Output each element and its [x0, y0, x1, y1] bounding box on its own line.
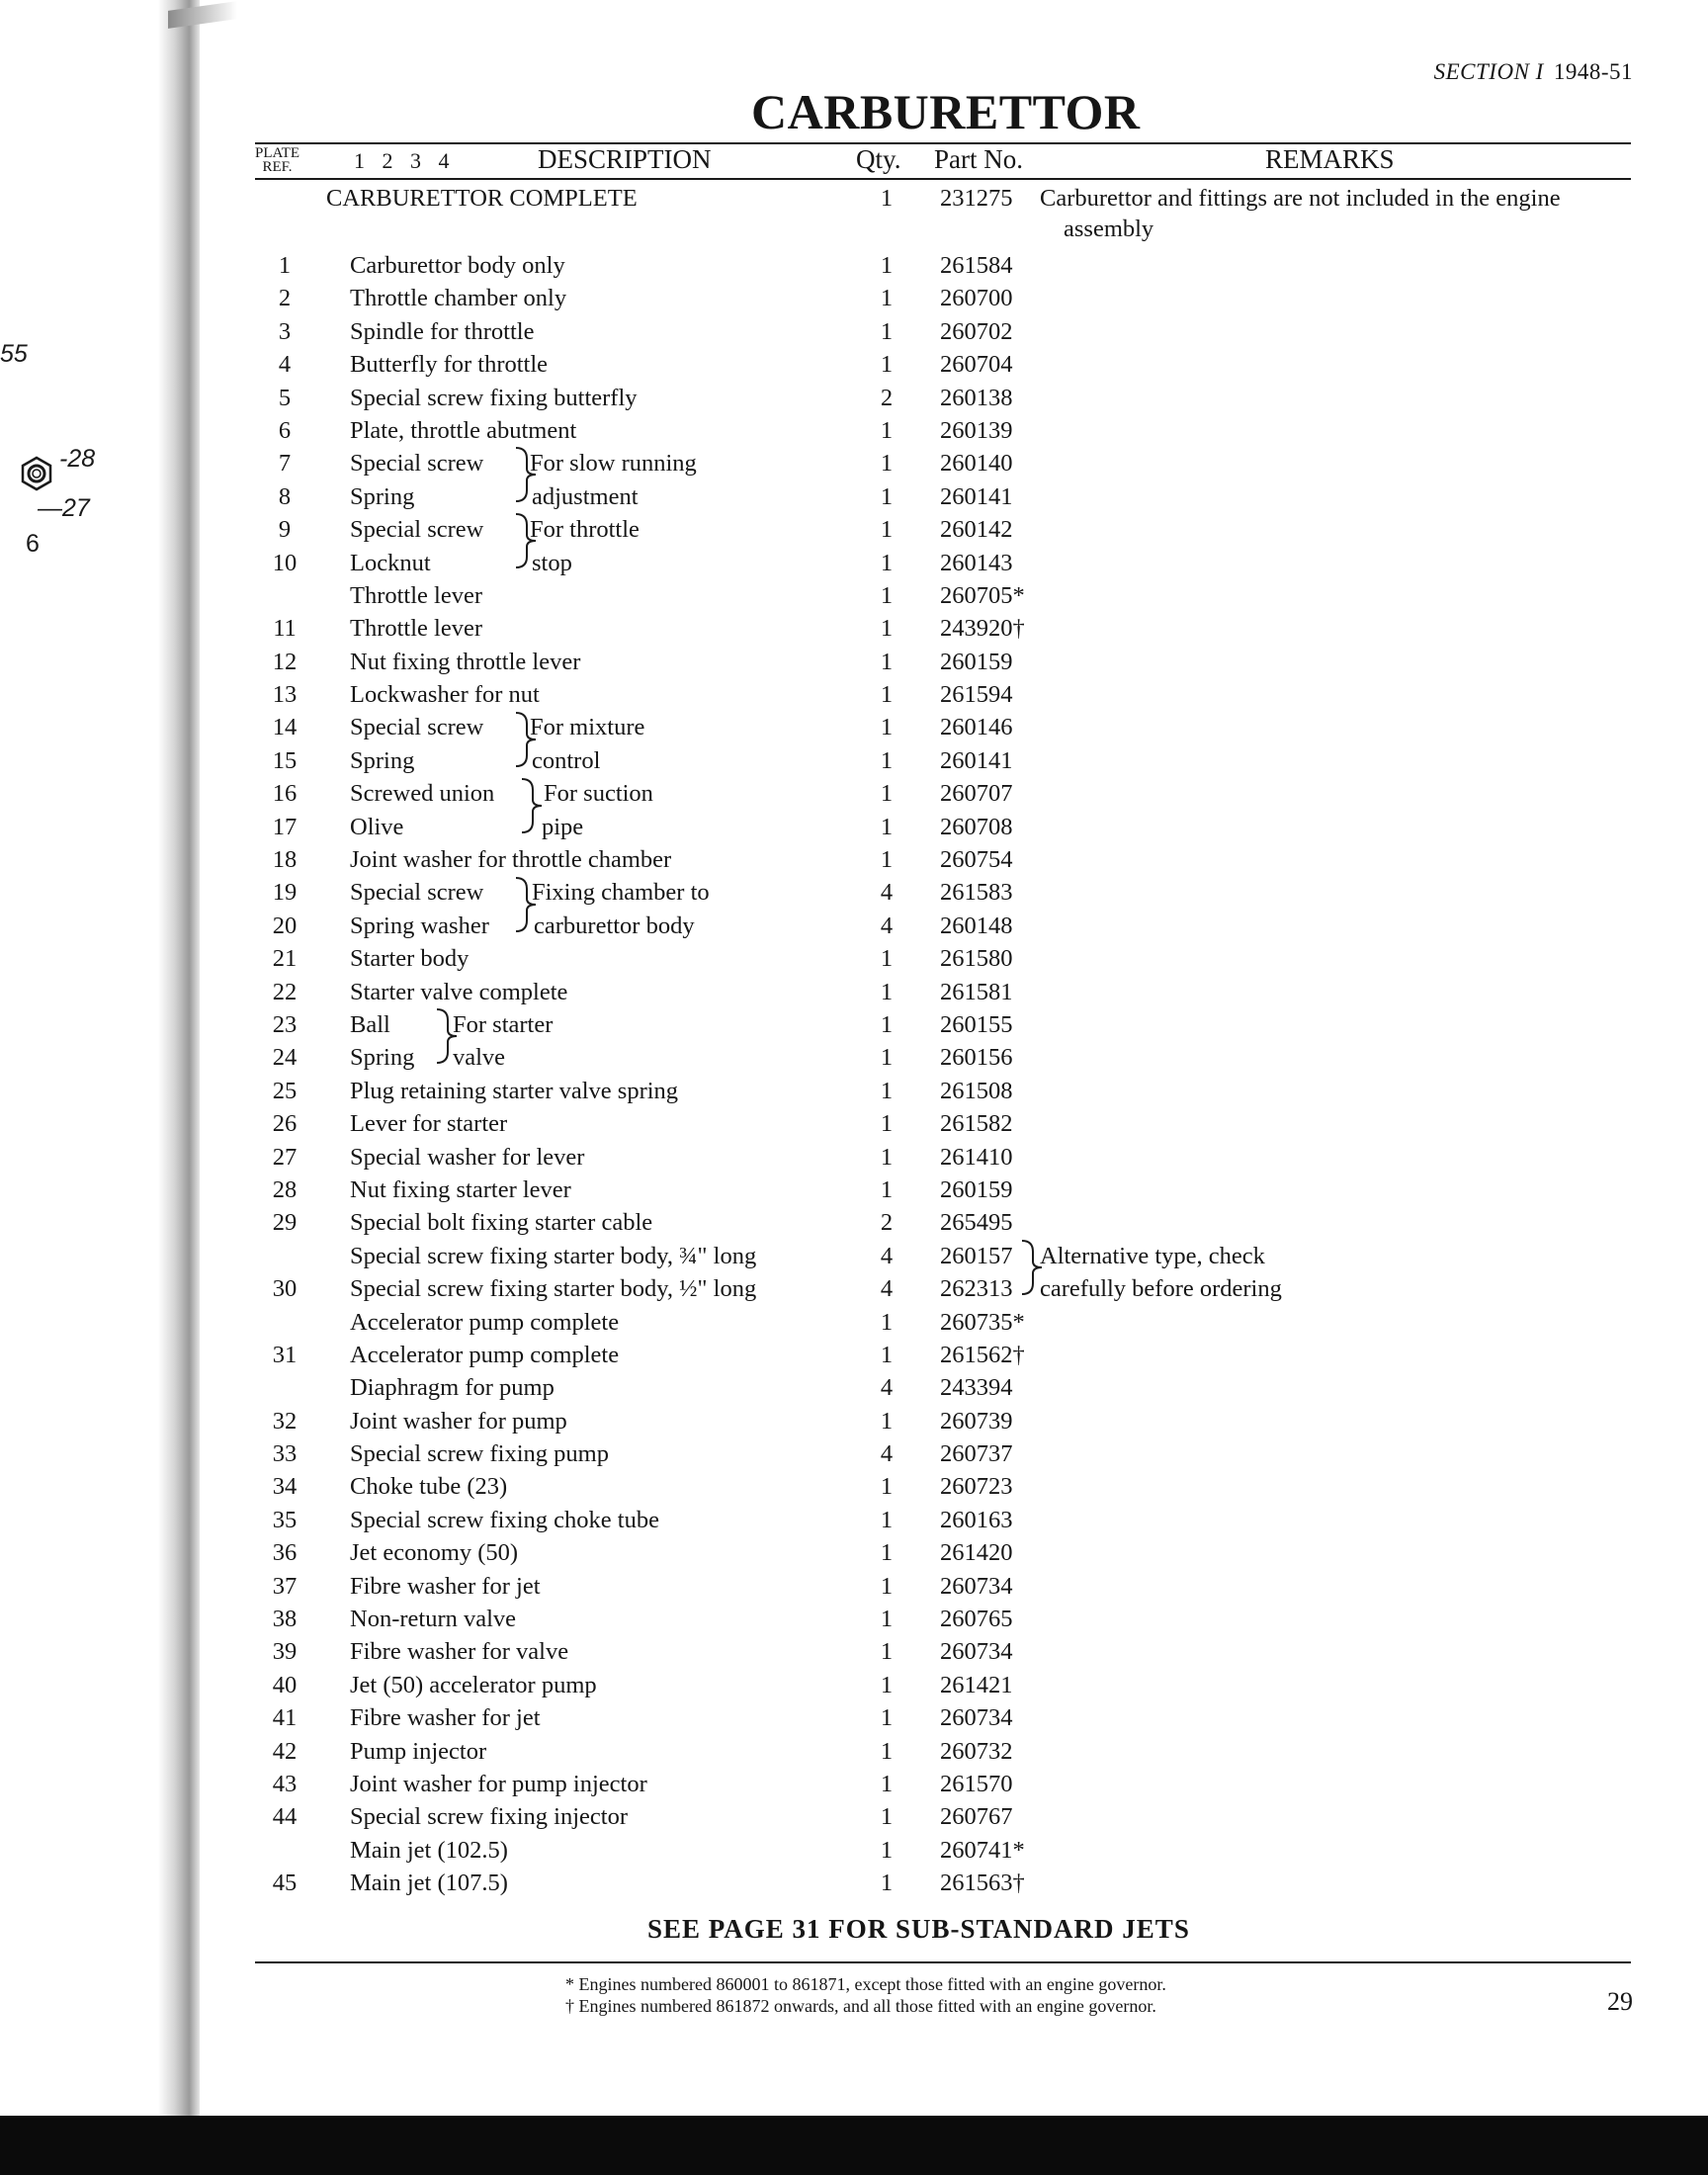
table-row	[0, 1240, 1708, 1272]
description-cell: Special screw fixing butterfly	[350, 384, 638, 411]
part-number-cell: 260765	[940, 1606, 1013, 1633]
table-row	[0, 777, 1708, 810]
description-cell: Locknut	[350, 549, 431, 576]
qty-cell: 1	[880, 1836, 894, 1864]
plate-ref-cell: 15	[272, 746, 298, 774]
qty-cell: 4	[880, 1242, 894, 1269]
table-row	[0, 646, 1708, 678]
table-row	[0, 1206, 1708, 1239]
table-row	[0, 1306, 1708, 1339]
qty-cell: 1	[880, 482, 894, 510]
table-row	[0, 1405, 1708, 1437]
description-cell: Pump injector	[350, 1737, 487, 1765]
part-number-cell: 260705*	[940, 581, 1025, 609]
group-note-cell: pipe	[542, 813, 584, 840]
qty-cell: 1	[880, 1308, 894, 1336]
part-number-cell: 261581	[940, 978, 1013, 1005]
qty-cell: 1	[880, 1671, 894, 1698]
table-row	[0, 811, 1708, 843]
part-number-cell: 260155	[940, 1010, 1013, 1038]
description-cell: Butterfly for throttle	[350, 351, 549, 379]
brace-icon	[514, 511, 540, 570]
part-number-cell: 260157	[940, 1242, 1013, 1269]
description-cell: Special screw	[350, 450, 484, 478]
remark-cell: carefully before ordering	[1040, 1275, 1282, 1303]
description-cell: Special screw fixing starter body, ½" long	[350, 1275, 757, 1303]
part-number-cell: 260734	[940, 1572, 1013, 1600]
qty-cell: 4	[880, 1374, 894, 1402]
table-row	[0, 1371, 1708, 1404]
footnote: † Engines numbered 861872 onwards, and all those fitted with an engine governor.	[565, 1996, 1156, 2016]
plate-ref-cell: 22	[272, 978, 298, 1005]
margin-fragment: 6	[26, 530, 40, 558]
qty-cell: 4	[880, 879, 894, 907]
part-number-cell: 260141	[940, 482, 1013, 510]
part-number-cell: 262313	[940, 1275, 1013, 1303]
table-row	[0, 744, 1708, 777]
plate-ref-cell: 20	[272, 912, 298, 939]
part-number-cell: 260159	[940, 1175, 1013, 1203]
description-cell: Screwed union	[350, 780, 495, 808]
plate-ref-cell: 1	[278, 252, 292, 279]
table-row	[0, 1800, 1708, 1833]
plate-ref-cell: 33	[272, 1440, 298, 1468]
description-cell: Throttle lever	[350, 581, 483, 609]
qty-cell: 1	[880, 615, 894, 643]
page-title: CARBURETTOR	[751, 84, 1141, 139]
part-number-cell: 260707	[940, 780, 1013, 808]
table-row	[0, 382, 1708, 414]
part-number-cell: 231275	[940, 185, 1013, 212]
group-note-cell: valve	[453, 1044, 506, 1072]
qty-cell: 1	[880, 516, 894, 544]
qty-cell: 1	[880, 1143, 894, 1171]
part-number-cell: 260732	[940, 1737, 1013, 1765]
table-row	[0, 1008, 1708, 1041]
description-cell: Jet (50) accelerator pump	[350, 1671, 597, 1698]
part-number-cell: 260142	[940, 516, 1013, 544]
plate-ref-cell: 39	[272, 1638, 298, 1666]
margin-fragment: —27	[38, 494, 90, 522]
qty-cell: 1	[880, 648, 894, 675]
description-cell: Starter body	[350, 945, 470, 973]
table-row	[0, 1504, 1708, 1536]
part-number-cell: 261582	[940, 1110, 1013, 1138]
remark-cell: Alternative type, check	[1040, 1242, 1265, 1269]
plate-ref-cell: 25	[272, 1077, 298, 1104]
qty-cell: 1	[880, 252, 894, 279]
qty-cell: 2	[880, 384, 894, 411]
part-number-cell: 260735*	[940, 1308, 1025, 1336]
group-note-cell: For mixture	[530, 714, 645, 741]
description-cell: Ball	[350, 1010, 390, 1038]
table-row	[0, 480, 1708, 513]
plate-ref-cell: 16	[272, 780, 298, 808]
qty-cell: 1	[880, 1175, 894, 1203]
qty-cell: 1	[880, 1704, 894, 1732]
description-cell: Nut fixing throttle lever	[350, 648, 581, 675]
part-number-cell: 260754	[940, 846, 1013, 874]
plate-ref-cell: 35	[272, 1506, 298, 1533]
footnotes	[565, 1973, 1166, 2017]
part-number-cell: 260767	[940, 1803, 1013, 1831]
qty-cell: 1	[880, 549, 894, 576]
table-row	[0, 711, 1708, 743]
group-note-cell: carburettor body	[534, 912, 695, 939]
description-cell: Special screw	[350, 516, 484, 544]
part-number-cell: 260159	[940, 648, 1013, 675]
table-row	[0, 1570, 1708, 1603]
qty-cell: 4	[880, 1440, 894, 1468]
table-row	[0, 315, 1708, 348]
group-note-cell: Fixing chamber to	[532, 879, 710, 907]
table-row	[0, 1470, 1708, 1503]
part-number-cell: 261562†	[940, 1341, 1025, 1368]
remarks-header: REMARKS	[1265, 144, 1395, 174]
qty-cell: 1	[880, 945, 894, 973]
description-cell: Starter valve complete	[350, 978, 568, 1005]
table-row	[0, 1635, 1708, 1668]
brace-icon	[514, 710, 540, 769]
description-cell: Choke tube (23)	[350, 1473, 508, 1501]
table-row	[0, 612, 1708, 645]
group-note-cell: For suction	[544, 780, 653, 808]
table-row	[0, 1272, 1708, 1305]
part-number-cell: 243920†	[940, 615, 1025, 643]
table-row	[0, 1603, 1708, 1635]
description-cell: Special screw	[350, 714, 484, 741]
part-number-cell: 260146	[940, 714, 1013, 741]
brace-icon	[514, 875, 540, 934]
description-cell: Olive	[350, 813, 404, 840]
part-number-cell: 260723	[940, 1473, 1013, 1501]
plate-ref-cell: 26	[272, 1110, 298, 1138]
plate-ref-cell: 43	[272, 1770, 298, 1797]
qty-cell: 4	[880, 912, 894, 939]
plate-ref-cell: 23	[272, 1010, 298, 1038]
plate-ref-cell: 8	[278, 482, 292, 510]
qty-cell: 1	[880, 285, 894, 312]
description-cell: Throttle chamber only	[350, 285, 567, 312]
part-number-cell: 260734	[940, 1638, 1013, 1666]
description-cell: Fibre washer for valve	[350, 1638, 569, 1666]
group-note-cell: adjustment	[532, 482, 639, 510]
plate-ref-cell: 6	[278, 416, 292, 444]
description-cell: Spindle for throttle	[350, 317, 535, 345]
part-number-cell: 260734	[940, 1704, 1013, 1732]
description-cell: CARBURETTOR COMPLETE	[326, 185, 638, 212]
table-row	[0, 1834, 1708, 1867]
plate-ref-cell: 40	[272, 1671, 298, 1698]
part-number-cell: 261410	[940, 1143, 1013, 1171]
description-cell: Special screw	[350, 879, 484, 907]
qty-cell: 1	[880, 978, 894, 1005]
plate-ref-cell: 24	[272, 1044, 298, 1072]
description-cell: Plate, throttle abutment	[350, 416, 577, 444]
part-number-cell: 260702	[940, 317, 1013, 345]
plate-ref-cell: 21	[272, 945, 298, 973]
description-cell: Spring	[350, 482, 415, 510]
description-cell: Fibre washer for jet	[350, 1704, 541, 1732]
plate-ref-cell: 3	[278, 317, 292, 345]
description-cell: Spring	[350, 746, 415, 774]
description-cell: Plug retaining starter valve spring	[350, 1077, 679, 1104]
plate-ref-cell: 13	[272, 681, 298, 709]
qty-cell: 1	[880, 714, 894, 741]
group-note-cell: For throttle	[530, 516, 640, 544]
plate-ref-cell: 5	[278, 384, 292, 411]
footnote: * Engines numbered 860001 to 861871, except those fitted with an engine governor.	[565, 1974, 1166, 1994]
section-label: SECTION I 1948-51	[1433, 59, 1633, 84]
part-number-cell: 261508	[940, 1077, 1013, 1104]
plate-ref-cell: 31	[272, 1341, 298, 1368]
part-number-cell: 260139	[940, 416, 1013, 444]
plate-numbers-header: 1 2 3 4	[354, 148, 456, 173]
plate-ref-cell: 27	[272, 1143, 298, 1171]
qty-cell: 1	[880, 1110, 894, 1138]
plate-ref-cell: 36	[272, 1539, 298, 1567]
table-row	[0, 513, 1708, 546]
part-number-cell: 260141	[940, 746, 1013, 774]
description-cell: Special washer for lever	[350, 1143, 585, 1171]
table-row	[0, 249, 1708, 282]
part-number-cell: 260708	[940, 813, 1013, 840]
table-row	[0, 282, 1708, 314]
group-note-cell: For slow running	[530, 450, 697, 478]
part-number-cell: 261421	[940, 1671, 1013, 1698]
table-row	[0, 579, 1708, 612]
qty-cell: 1	[880, 1473, 894, 1501]
qty-cell: 1	[880, 450, 894, 478]
part-number-cell: 261583	[940, 879, 1013, 907]
table-row	[0, 1107, 1708, 1140]
table-row	[0, 1339, 1708, 1371]
description-cell: Joint washer for pump injector	[350, 1770, 647, 1797]
description-cell: Main jet (107.5)	[350, 1870, 508, 1897]
plate-ref-cell: 19	[272, 879, 298, 907]
brace-icon	[435, 1006, 461, 1066]
part-number-cell: 261584	[940, 252, 1013, 279]
part-number-cell: 260700	[940, 285, 1013, 312]
part-number-cell: 260741*	[940, 1836, 1025, 1864]
table-row	[0, 1437, 1708, 1470]
part-number-cell: 260138	[940, 384, 1013, 411]
description-cell: Nut fixing starter lever	[350, 1175, 571, 1203]
part-number-cell: 260148	[940, 912, 1013, 939]
table-row	[0, 1701, 1708, 1734]
description-cell: Carburettor body only	[350, 252, 565, 279]
table-row	[0, 414, 1708, 447]
plate-ref-cell: 9	[278, 516, 292, 544]
part-no-header: Part No.	[934, 144, 1023, 174]
plate-ref-cell: 17	[272, 813, 298, 840]
part-number-cell: 261570	[940, 1770, 1013, 1797]
table-row	[0, 876, 1708, 909]
part-number-cell: 260704	[940, 351, 1013, 379]
brace-icon	[514, 445, 540, 504]
qty-cell: 1	[880, 746, 894, 774]
plate-ref-cell: 28	[272, 1175, 298, 1203]
plate-ref-cell: 7	[278, 450, 292, 478]
description-cell: Spring washer	[350, 912, 489, 939]
table-row	[0, 182, 1708, 249]
qty-cell: 1	[880, 1539, 894, 1567]
qty-cell: 1	[880, 1770, 894, 1797]
description-cell: Special screw fixing choke tube	[350, 1506, 659, 1533]
description-cell: Accelerator pump complete	[350, 1341, 620, 1368]
qty-cell: 1	[880, 185, 894, 212]
plate-ref-cell: 44	[272, 1803, 298, 1831]
table-row	[0, 1768, 1708, 1800]
parts-list	[0, 182, 1708, 1900]
qty-cell: 1	[880, 681, 894, 709]
plate-ref-cell: 2	[278, 285, 292, 312]
qty-cell: 1	[880, 1870, 894, 1897]
description-cell: Lever for starter	[350, 1110, 508, 1138]
group-note-cell: control	[532, 746, 601, 774]
qty-cell: 1	[880, 1077, 894, 1104]
qty-cell: 1	[880, 1341, 894, 1368]
description-cell: Throttle lever	[350, 615, 483, 643]
qty-cell: 1	[880, 846, 894, 874]
qty-cell: 1	[880, 1506, 894, 1533]
qty-header: Qty.	[856, 144, 901, 174]
qty-cell: 1	[880, 351, 894, 379]
qty-cell: 1	[880, 1737, 894, 1765]
plate-ref-cell: 34	[272, 1473, 298, 1501]
plate-ref-cell: 30	[272, 1275, 298, 1303]
part-number-cell: 243394	[940, 1374, 1013, 1402]
qty-cell: 1	[880, 1044, 894, 1072]
qty-cell: 1	[880, 581, 894, 609]
qty-cell: 1	[880, 1407, 894, 1435]
see-page-note: SEE PAGE 31 FOR SUB-STANDARD JETS	[647, 1914, 1190, 1944]
part-number-cell: 265495	[940, 1209, 1013, 1237]
table-row	[0, 348, 1708, 381]
table-row	[0, 843, 1708, 876]
part-number-cell: 260140	[940, 450, 1013, 478]
plate-ref-cell: 18	[272, 846, 298, 874]
plate-ref-cell: 37	[272, 1572, 298, 1600]
qty-cell: 1	[880, 1606, 894, 1633]
group-note-cell: stop	[532, 549, 572, 576]
part-number-cell: 261580	[940, 945, 1013, 973]
qty-cell: 4	[880, 1275, 894, 1303]
description-cell: Joint washer for pump	[350, 1407, 567, 1435]
plate-ref-header: PLATE REF.	[255, 145, 299, 175]
table-row	[0, 1075, 1708, 1107]
footer-rule	[255, 1961, 1631, 1963]
description-cell: Fibre washer for jet	[350, 1572, 541, 1600]
margin-fragment: 55	[0, 340, 28, 368]
plate-ref-cell: 11	[273, 615, 297, 643]
qty-cell: 1	[880, 1638, 894, 1666]
qty-cell: 1	[880, 1572, 894, 1600]
description-cell: Non-return valve	[350, 1606, 517, 1633]
plate-ref-cell: 45	[272, 1870, 298, 1897]
header-rule-bottom	[255, 178, 1631, 180]
part-number-cell: 260737	[940, 1440, 1013, 1468]
plate-ref-cell: 4	[278, 351, 292, 379]
part-number-cell: 261420	[940, 1539, 1013, 1567]
table-row	[0, 1735, 1708, 1768]
plate-ref-cell: 29	[272, 1209, 298, 1237]
table-row	[0, 1174, 1708, 1206]
group-note-cell: For starter	[453, 1010, 554, 1038]
part-number-cell: 261563†	[940, 1870, 1025, 1897]
description-cell: Diaphragm for pump	[350, 1374, 555, 1402]
part-number-cell: 260163	[940, 1506, 1013, 1533]
table-row	[0, 1041, 1708, 1074]
qty-cell: 1	[880, 416, 894, 444]
description-cell: Spring	[350, 1044, 415, 1072]
description-cell: Lockwasher for nut	[350, 681, 540, 709]
page-number: 29	[1607, 1987, 1633, 2016]
part-number-cell: 260156	[940, 1044, 1013, 1072]
plate-ref-cell: 38	[272, 1606, 298, 1633]
description-cell: Accelerator pump complete	[350, 1308, 620, 1336]
description-cell: Jet economy (50)	[350, 1539, 519, 1567]
brace-icon	[520, 776, 546, 835]
remark-continuation: assembly	[1064, 216, 1154, 242]
description-cell: Special screw fixing injector	[350, 1803, 628, 1831]
qty-cell: 1	[880, 813, 894, 840]
part-number-cell: 260143	[940, 549, 1013, 576]
qty-cell: 1	[880, 780, 894, 808]
table-row	[0, 1669, 1708, 1701]
table-row	[0, 1141, 1708, 1174]
table-row	[0, 976, 1708, 1008]
remark-cell: Carburettor and fittings are not included in the engine	[1040, 185, 1561, 212]
table-row	[0, 447, 1708, 479]
scan-bottom-band	[0, 2116, 1708, 2175]
table-row	[0, 547, 1708, 579]
plate-ref-cell: 41	[272, 1704, 298, 1732]
plate-ref-cell: 42	[272, 1737, 298, 1765]
table-row	[0, 910, 1708, 942]
table-row	[0, 1867, 1708, 1899]
description-cell: Special screw fixing pump	[350, 1440, 609, 1468]
plate-ref-cell: 32	[272, 1407, 298, 1435]
part-number-cell: 261594	[940, 681, 1013, 709]
part-number-cell: 260739	[940, 1407, 1013, 1435]
qty-cell: 1	[880, 1803, 894, 1831]
qty-cell: 1	[880, 1010, 894, 1038]
description-header: DESCRIPTION	[538, 144, 712, 174]
brace-icon	[1020, 1238, 1046, 1297]
description-cell: Main jet (102.5)	[350, 1836, 508, 1864]
description-cell: Joint washer for throttle chamber	[350, 846, 672, 874]
qty-cell: 2	[880, 1209, 894, 1237]
table-row	[0, 678, 1708, 711]
plate-ref-cell: 14	[272, 714, 298, 741]
plate-ref-cell: 10	[272, 549, 298, 576]
margin-fragment: -28	[59, 445, 96, 473]
description-cell: Special bolt fixing starter cable	[350, 1209, 653, 1237]
plate-ref-cell: 12	[272, 648, 298, 675]
table-row	[0, 1536, 1708, 1569]
qty-cell: 1	[880, 317, 894, 345]
description-cell: Special screw fixing starter body, ¾" long	[350, 1242, 757, 1269]
table-row	[0, 942, 1708, 975]
